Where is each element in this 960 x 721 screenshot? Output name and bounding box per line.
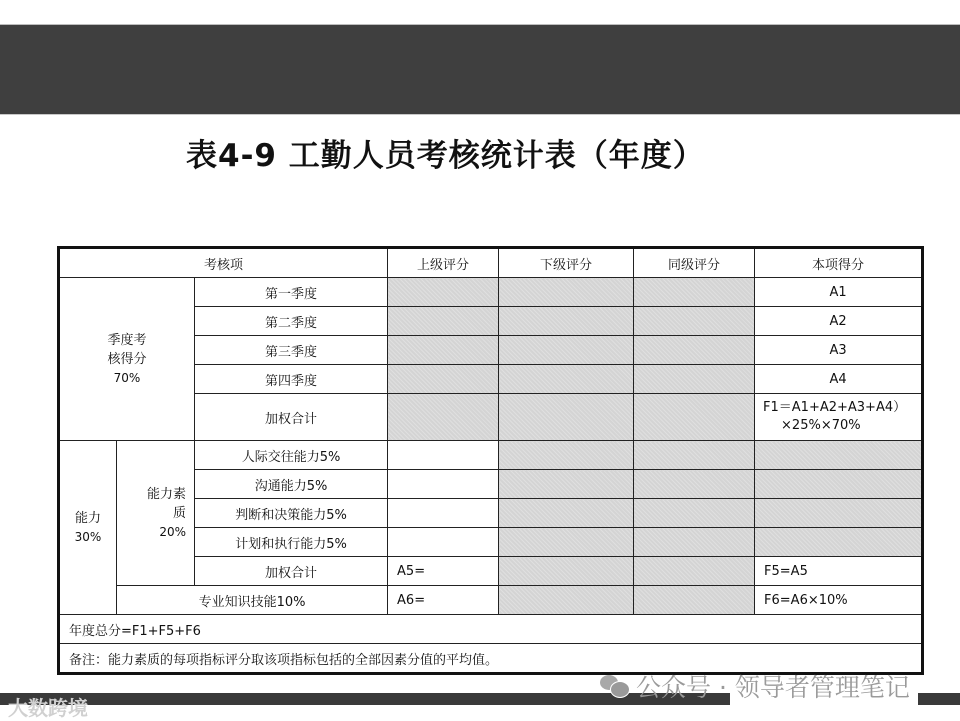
item-cell: 第二季度 (195, 307, 388, 336)
superior-cell (388, 307, 499, 336)
subordinate-cell (499, 470, 634, 499)
header-item: 考核项 (59, 248, 388, 278)
peer-cell (634, 365, 755, 394)
watermark-right (600, 668, 910, 704)
superior-cell (388, 441, 499, 470)
subordinate-cell (499, 307, 634, 336)
score-cell: F6=A6×10% (755, 586, 923, 615)
peer-cell (634, 307, 755, 336)
label-line: 能力素 (146, 486, 186, 502)
item-cell: 专业知识技能10% (117, 586, 388, 615)
item-cell: 第四季度 (195, 365, 388, 394)
table-row (59, 278, 923, 307)
label-line: 20% (159, 524, 186, 539)
item-cell: 判断和决策能力5% (195, 499, 388, 528)
formula-line: ×25%×70% (781, 418, 861, 433)
table-row (59, 441, 923, 470)
score-cell: A2 (755, 307, 923, 336)
table-note: 备注：能力素质的每项指标评分取该项指标包括的全部因素分值的平均值。 (59, 644, 923, 674)
formula-line: F1＝A1+A2+A3+A4） (763, 400, 907, 415)
ability-group-label (59, 441, 117, 615)
item-cell: 计划和执行能力5% (195, 528, 388, 557)
table-row (59, 586, 923, 615)
assessment-table (57, 246, 924, 675)
peer-cell (634, 557, 755, 586)
subordinate-cell (499, 586, 634, 615)
peer-cell (634, 528, 755, 557)
subordinate-cell (499, 441, 634, 470)
label-line: 30% (74, 529, 102, 544)
header-subordinate: 下级评分 (499, 248, 634, 278)
superior-cell (388, 470, 499, 499)
subordinate-cell (499, 557, 634, 586)
watermark-left: 大数跨境 (8, 696, 88, 720)
header-superior: 上级评分 (388, 248, 499, 278)
label-line: 季度考 (107, 332, 147, 348)
subordinate-cell (499, 394, 634, 441)
superior-cell: A5= (388, 557, 499, 586)
subordinate-cell (499, 365, 634, 394)
quarterly-group-label (59, 278, 195, 441)
superior-cell (388, 278, 499, 307)
watermark-right-text: 公众号 · 领导者管理笔记 (636, 673, 910, 702)
item-cell: 人际交往能力5% (195, 441, 388, 470)
page-title: 表4-9 工勤人员考核统计表（年度） (186, 138, 705, 174)
header-score: 本项得分 (755, 248, 923, 278)
score-cell (755, 470, 923, 499)
score-cell (755, 499, 923, 528)
subordinate-cell (499, 528, 634, 557)
subordinate-cell (499, 336, 634, 365)
label-line: 核得分 (107, 351, 147, 367)
item-cell: 沟通能力5% (195, 470, 388, 499)
peer-cell (634, 336, 755, 365)
superior-cell (388, 365, 499, 394)
subordinate-cell (499, 278, 634, 307)
header-row (59, 248, 923, 278)
score-cell: F5=A5 (755, 557, 923, 586)
label-line: 70% (113, 370, 141, 385)
score-cell: A4 (755, 365, 923, 394)
superior-cell (388, 394, 499, 441)
peer-cell (634, 394, 755, 441)
footer-band-right (918, 693, 960, 705)
label-line: 能力 (74, 510, 101, 526)
annual-total: 年度总分=F1+F5+F6 (59, 615, 923, 644)
wechat-icon (600, 675, 630, 697)
header-peer: 同级评分 (634, 248, 755, 278)
peer-cell (634, 499, 755, 528)
item-cell: 第一季度 (195, 278, 388, 307)
peer-cell (634, 278, 755, 307)
item-cell: 加权合计 (195, 394, 388, 441)
superior-cell (388, 499, 499, 528)
subordinate-cell (499, 499, 634, 528)
score-cell (755, 441, 923, 470)
score-cell: A3 (755, 336, 923, 365)
header-band (0, 24, 960, 115)
peer-cell (634, 586, 755, 615)
peer-cell (634, 441, 755, 470)
label-line: 质 (172, 505, 186, 521)
superior-cell (388, 336, 499, 365)
score-formula-cell (755, 394, 923, 441)
peer-cell (634, 470, 755, 499)
item-cell: 加权合计 (195, 557, 388, 586)
quality-group-label (117, 441, 195, 586)
total-row (59, 615, 923, 644)
score-cell (755, 528, 923, 557)
superior-cell: A6= (388, 586, 499, 615)
superior-cell (388, 528, 499, 557)
score-cell: A1 (755, 278, 923, 307)
item-cell: 第三季度 (195, 336, 388, 365)
